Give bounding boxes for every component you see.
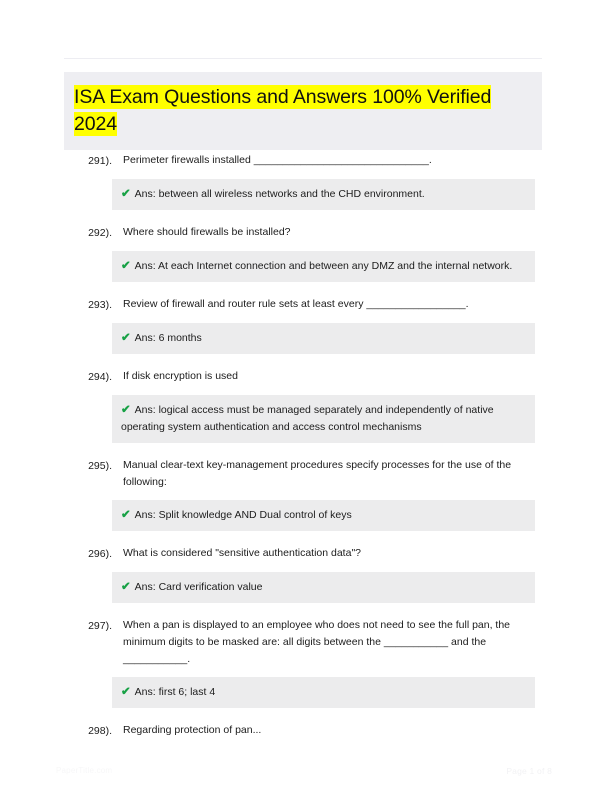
question-answer-list — [0, 152, 606, 754]
qa-item — [0, 457, 606, 531]
question-row — [0, 368, 606, 386]
answer-box — [112, 500, 535, 531]
question-number: 292). — [88, 227, 112, 239]
answer-text — [112, 186, 535, 203]
question-row — [0, 224, 606, 242]
question-number: 295). — [88, 460, 112, 472]
answer-box — [112, 572, 535, 603]
check-icon: ✔ — [121, 509, 131, 521]
answer-body: Ans: Split knowledge AND Dual control of keys — [134, 509, 352, 521]
question-text: Where should firewalls be installed? — [123, 226, 291, 238]
question-number: 298). — [88, 725, 112, 737]
question-text: What is considered "sensitive authentication data"? — [123, 547, 362, 559]
check-icon: ✔ — [121, 581, 131, 593]
check-icon: ✔ — [121, 332, 131, 344]
answer-text — [112, 507, 535, 524]
question-number: 294). — [88, 371, 112, 383]
question-row — [0, 457, 606, 491]
answer-body: Ans: Card verification value — [134, 581, 263, 593]
answer-box — [112, 395, 535, 443]
page-footer — [0, 752, 606, 800]
question-row — [0, 296, 606, 314]
answer-text — [112, 258, 535, 275]
question-text: If disk encryption is used — [123, 370, 238, 382]
question-row — [0, 152, 606, 170]
question-number: 293). — [88, 299, 112, 311]
answer-box — [112, 677, 535, 708]
page-title — [64, 84, 542, 138]
answer-text — [112, 330, 535, 347]
answer-body: Ans: logical access must be managed separately and independently of native operating system authentication and access control mechanisms — [121, 404, 494, 433]
answer-text — [112, 684, 535, 701]
question-text: Manual clear-text key-management procedures specify processes for the use of the following: — [123, 459, 512, 488]
check-icon: ✔ — [121, 686, 131, 698]
question-row — [0, 617, 606, 668]
page-number: Page 1 of 8 — [506, 766, 552, 776]
header-divider — [64, 58, 542, 59]
question-number: 291). — [88, 155, 112, 167]
question-number: 296). — [88, 548, 112, 560]
question-number: 297). — [88, 620, 112, 632]
qa-item — [0, 545, 606, 603]
question-text: Review of firewall and router rule sets at least every _________________. — [123, 298, 469, 310]
answer-box — [112, 251, 535, 282]
question-text: Perimeter firewalls installed ______________________________. — [123, 154, 432, 166]
watermark-text: PaperTitle.com — [56, 766, 113, 775]
answer-box — [112, 179, 535, 210]
qa-item — [0, 224, 606, 282]
check-icon: ✔ — [121, 404, 131, 416]
question-text: When a pan is displayed to an employee who does not need to see the full pan, the minimum digits to be masked are: all digits between the ___________ and the ___________. — [123, 619, 511, 665]
qa-item — [0, 722, 606, 740]
title-highlight: ISA Exam Questions and Answers 100% Verified 2024 — [74, 86, 492, 135]
answer-body: Ans: At each Internet connection and between any DMZ and the internal network. — [134, 260, 513, 272]
answer-body: Ans: first 6; last 4 — [134, 686, 216, 698]
answer-text — [112, 402, 535, 436]
answer-body: Ans: between all wireless networks and the CHD environment. — [134, 188, 425, 200]
qa-item — [0, 296, 606, 354]
question-row — [0, 722, 606, 740]
answer-box — [112, 323, 535, 354]
answer-body: Ans: 6 months — [134, 332, 202, 344]
qa-item — [0, 368, 606, 443]
question-text: Regarding protection of pan... — [123, 724, 262, 736]
question-row — [0, 545, 606, 563]
check-icon: ✔ — [121, 260, 131, 272]
document-title-block — [64, 72, 542, 150]
answer-text — [112, 579, 535, 596]
qa-item — [0, 152, 606, 210]
qa-item — [0, 617, 606, 708]
check-icon: ✔ — [121, 188, 131, 200]
